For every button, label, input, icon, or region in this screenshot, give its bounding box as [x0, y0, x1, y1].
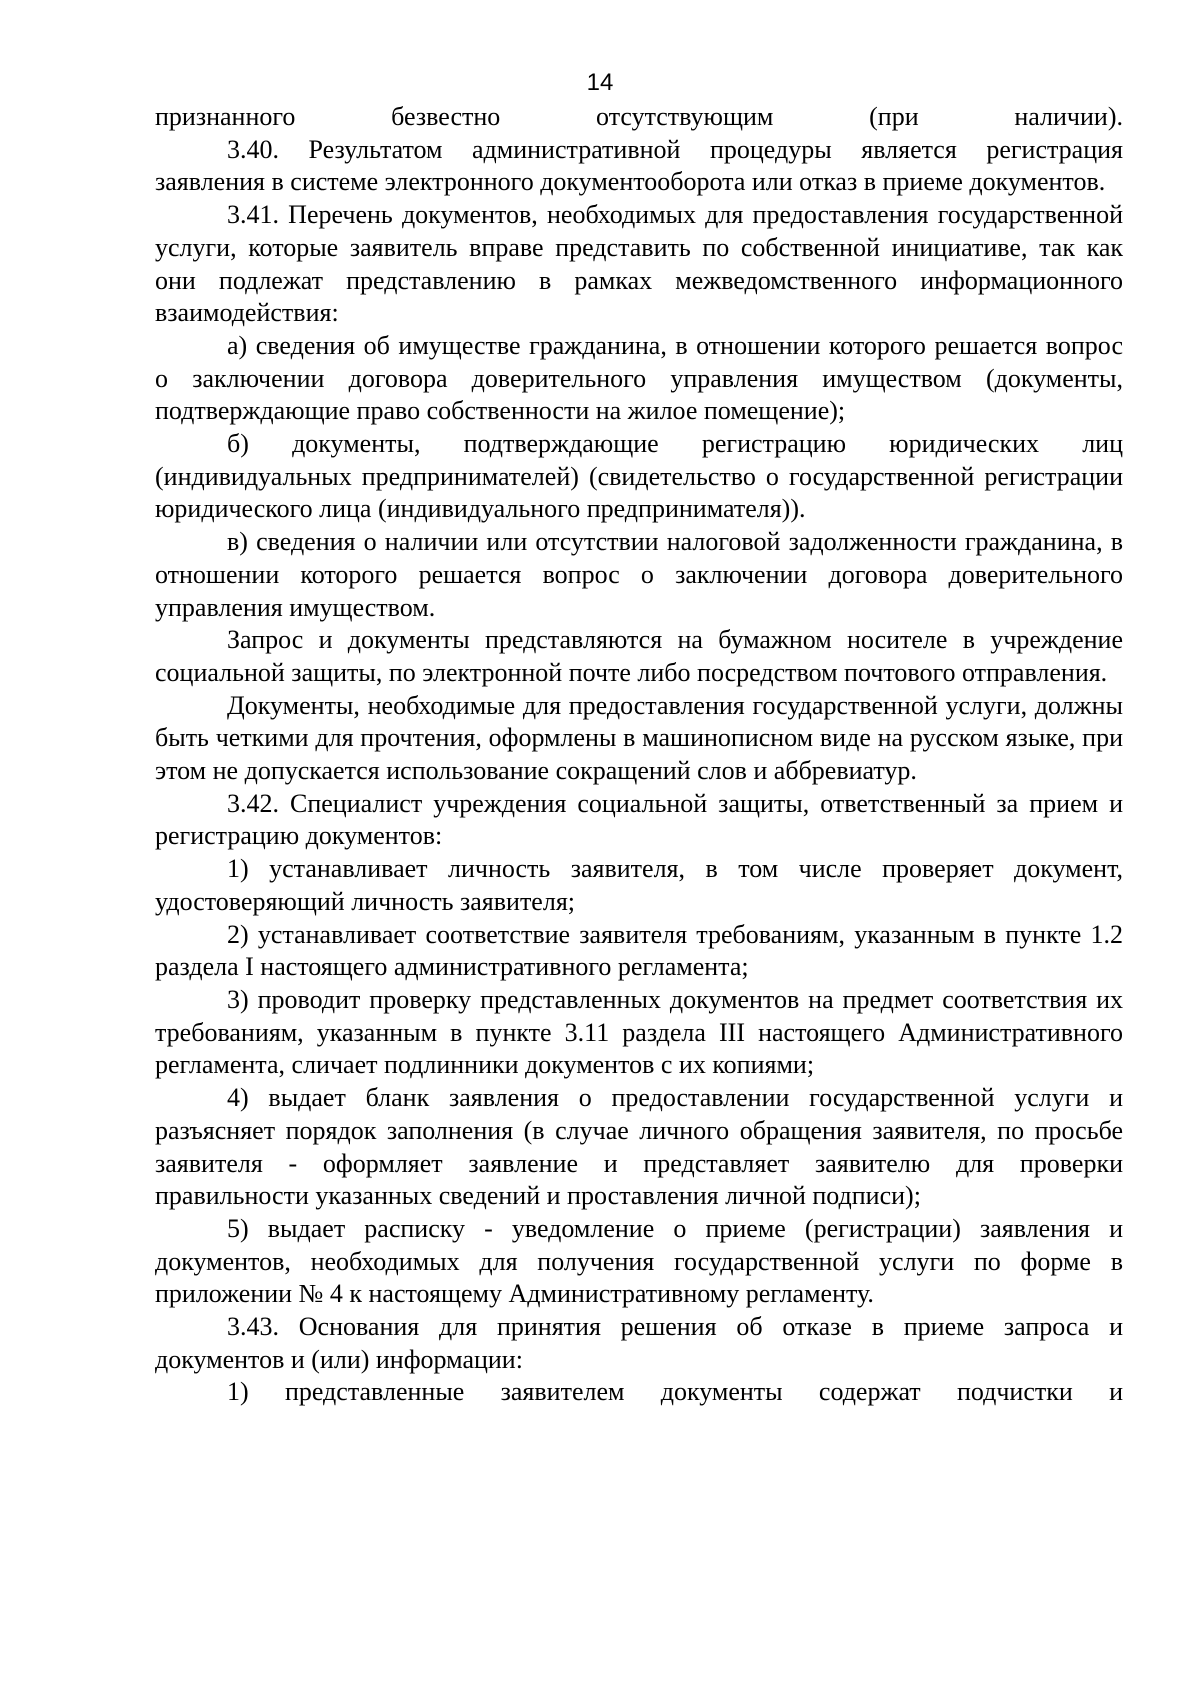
paragraph-3-40: 3.40. Результатом административной процедуры является регистрация заявления в системе электронного документооборота или отказ в приеме документов. [155, 134, 1123, 197]
paragraph: Документы, необходимые для предоставления государственной услуги, должны быть четкими для прочтения, оформлены в машинописном виде на русском языке, при этом не допускается использование сокращений слов и аббревиатур. [155, 690, 1123, 786]
paragraph-3-41: 3.41. Перечень документов, необходимых для предоставления государственной услуги, которые заявитель вправе представить по собственной инициативе, так как они подлежат представлению в рамках межведомственного информационного взаимодействия: [155, 200, 1123, 328]
list-item-b: б) документы, подтверждающие регистрацию юридических лиц (индивидуальных предпринимателей) (свидетельство о государственной регистрации юридического лица (индивидуального предпринимателя)). [155, 429, 1123, 524]
list-item-4: 4) выдает бланк заявления о предоставлении государственной услуги и разъясняет порядок заполнения (в случае личного обращения заявителя, по просьбе заявителя - оформляет заявление и представляет заявителю для проверки правильности указанных сведений и проставления личной подписи); [155, 1083, 1123, 1211]
paragraph-3-43: 3.43. Основания для принятия решения об отказе в приеме запроса и документов и (или) информации: [155, 1312, 1123, 1374]
list-item-3: 3) проводит проверку представленных документов на предмет соответствия их требованиям, указанным в пункте 3.11 раздела III настоящего Административного регламента, сличает подлинники документов с их копиями; [155, 984, 1123, 1080]
list-item-1: 1) устанавливает личность заявителя, в том числе проверяет документ, удостоверяющий личность заявителя; [155, 854, 1123, 916]
list-item-1: 1) представленные заявителем документы содержат подчистки и [227, 1377, 1123, 1407]
list-item-a: а) сведения об имуществе гражданина, в отношении которого решается вопрос о заключении договора доверительного управления имуществом (документы, подтверждающие право собственности на жилое помещение); [155, 330, 1123, 426]
list-item-5: 5) выдает расписку - уведомление о приеме (регистрации) заявления и документов, необходимых для получения государственной услуги по форме в приложении № 4 к настоящему Административному регламенту. [155, 1213, 1123, 1309]
paragraph-3-42: 3.42. Специалист учреждения социальной защиты, ответственный за прием и регистрацию документов: [155, 788, 1123, 851]
list-item-v: в) сведения о наличии или отсутствии налоговой задолженности гражданина, в отношении которого решается вопрос о заключении договора доверительного управления имуществом. [155, 527, 1123, 622]
document-body [155, 101, 1123, 1409]
page-number: 14 [586, 69, 614, 96]
paragraph: Запрос и документы представляются на бумажном носителе в учреждение социальной защиты, по электронной почте либо посредством почтового отправления. [155, 625, 1123, 687]
paragraph: признанного безвестно отсутствующим (при наличии). [155, 102, 1123, 131]
list-item-2: 2) устанавливает соответствие заявителя требованиям, указанным в пункте 1.2 раздела I настоящего административного регламента; [155, 919, 1123, 982]
